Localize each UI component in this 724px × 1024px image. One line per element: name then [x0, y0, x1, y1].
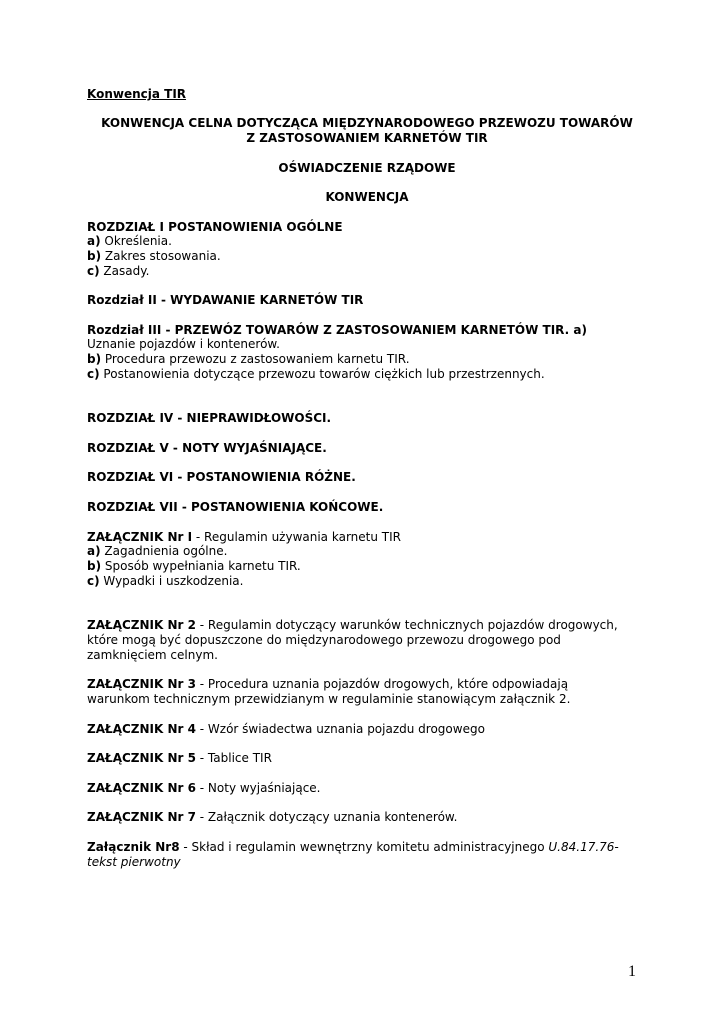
annex-text: - Skład i regulamin wewnętrzny komitetu administracyjnego [179, 840, 549, 854]
annex-1-item-c [87, 574, 647, 589]
annex-label: ZAŁĄCZNIK Nr 2 [87, 618, 196, 632]
annex-label: ZAŁĄCZNIK Nr 7 [87, 810, 196, 824]
chapter-6-title: ROZDZIAŁ VI - POSTANOWIENIA RÓŻNE. [87, 470, 356, 484]
item-text: Sposób wypełniania karnetu TIR. [101, 559, 301, 573]
item-text: Zagadnienia ogólne. [100, 544, 228, 558]
annex-5 [87, 751, 647, 766]
annex-text: - Tablice TIR [195, 751, 272, 765]
chapter-5-title: ROZDZIAŁ V - NOTY WYJAŚNIAJĄCE. [87, 441, 327, 455]
item-letter: b) [87, 352, 102, 366]
annex-2-line2: które mogą być dopuszczone do międzynarodowego przewozu drogowego pod [87, 633, 561, 647]
item-text: Postanowienia dotyczące przewozu towarów ciężkich lub przestrzennych. [99, 367, 545, 381]
item-letter: c) [87, 367, 100, 381]
chapter-1-item-b [87, 249, 647, 264]
chapter-7-title: ROZDZIAŁ VII - POSTANOWIENIA KOŃCOWE. [87, 500, 384, 514]
annex-8 [87, 840, 647, 855]
government-statement-heading: OŚWIADCZENIE RZĄDOWE [278, 161, 456, 175]
document-title-line1: KONWENCJA CELNA DOTYCZĄCA MIĘDZYNARODOWEGO PRZEWOZU TOWARÓW [101, 116, 633, 130]
chapter-4-title: ROZDZIAŁ IV - NIEPRAWIDŁOWOŚCI. [87, 411, 332, 425]
document-label: Konwencja TIR [87, 87, 187, 101]
chapter-3-item-a: Uznanie pojazdów i kontenerów. [87, 337, 280, 351]
chapter-1-title: ROZDZIAŁ I POSTANOWIENIA OGÓLNE [87, 220, 343, 234]
annex-reference: U.84.17.76- [548, 840, 619, 854]
annex-6 [87, 781, 647, 796]
chapter-3-item-c [87, 367, 647, 382]
convention-heading: KONWENCJA [325, 190, 409, 204]
item-text: Określenia. [100, 234, 172, 248]
annex-3-line2: warunkom technicznym przewidzianym w regulaminie stanowiącym załącznik 2. [87, 692, 571, 706]
annex-4 [87, 722, 647, 737]
annex-label: ZAŁĄCZNIK Nr 6 [87, 781, 196, 795]
annex-1-item-b [87, 559, 647, 574]
document-page [87, 0, 647, 1024]
item-text: Zakres stosowania. [101, 249, 221, 263]
item-letter: b) [87, 559, 102, 573]
annex-7 [87, 810, 647, 825]
annex-label: ZAŁĄCZNIK Nr 5 [87, 751, 196, 765]
annex-label: Załącznik Nr8 [87, 840, 180, 854]
annex-text: - Załącznik dotyczący uznania kontenerów. [195, 810, 458, 824]
chapter-3-item-b [87, 352, 647, 367]
annex-3 [87, 677, 647, 692]
chapter-2-title: Rozdział II - WYDAWANIE KARNETÓW TIR [87, 293, 364, 307]
annex-text: - Regulamin używania karnetu TIR [192, 530, 401, 544]
annex-text: - Wzór świadectwa uznania pojazdu drogowego [195, 722, 485, 736]
annex-text: - Noty wyjaśniające. [195, 781, 321, 795]
chapter-1-item-c [87, 264, 647, 279]
item-text: Procedura przewozu z zastosowaniem karnetu TIR. [101, 352, 410, 366]
item-text: Wypadki i uszkodzenia. [99, 574, 244, 588]
annex-2 [87, 618, 647, 633]
chapter-3-title: Rozdział III - PRZEWÓZ TOWARÓW Z ZASTOSOWANIEM KARNETÓW TIR. a) [87, 323, 587, 337]
item-letter: c) [87, 574, 100, 588]
annex-2-line3: zamknięciem celnym. [87, 648, 218, 662]
annex-label: ZAŁĄCZNIK Nr 3 [87, 677, 196, 691]
annex-label: ZAŁĄCZNIK Nr 4 [87, 722, 196, 736]
annex-1 [87, 530, 647, 545]
document-title-line2: Z ZASTOSOWANIEM KARNETÓW TIR [246, 131, 488, 145]
annex-text: - Regulamin dotyczący warunków technicznych pojazdów drogowych, [195, 618, 618, 632]
annex-label: ZAŁĄCZNIK Nr I [87, 530, 193, 544]
item-letter: a) [87, 234, 101, 248]
annex-8-reference-line2: tekst pierwotny [87, 855, 181, 869]
item-letter: a) [87, 544, 101, 558]
page-number: 1 [628, 963, 636, 980]
annex-text: - Procedura uznania pojazdów drogowych, które odpowiadają [195, 677, 569, 691]
item-letter: b) [87, 249, 102, 263]
item-text: Zasady. [99, 264, 150, 278]
item-letter: c) [87, 264, 100, 278]
annex-1-item-a [87, 544, 647, 559]
chapter-1-item-a [87, 234, 647, 249]
